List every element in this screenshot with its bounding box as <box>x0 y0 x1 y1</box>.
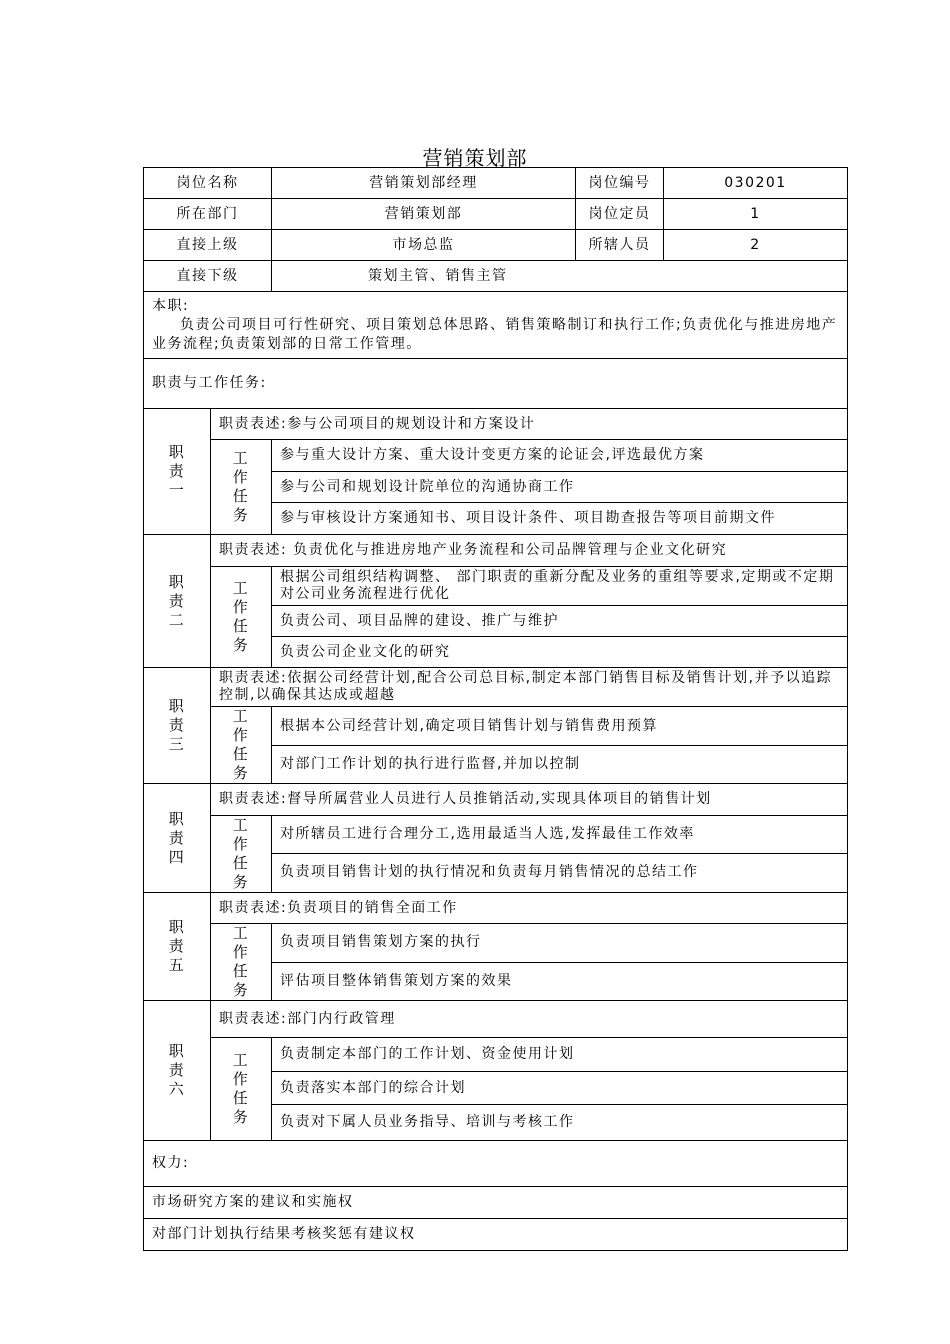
duty-2-task-3: 负责公司企业文化的研究 <box>272 637 848 668</box>
duty-5-label: 职 责 五 <box>144 893 211 1001</box>
power-row <box>144 1187 848 1219</box>
duty-2-statement: 职责表述: 负责优化与推进房地产业务流程和公司品牌管理与企业文化研究 <box>211 535 848 567</box>
duty-1-statement: 职责表述:参与公司项目的规划设计和方案设计 <box>211 409 848 440</box>
task-row <box>144 707 848 746</box>
duty-6-statement-row <box>144 1001 848 1038</box>
duty-main-text: 负责公司项目可行性研究、项目策划总体思路、销售策略制订和执行工作;负责优化与推进房地产业务流程;负责策划部的日常工作管理。 <box>152 316 838 352</box>
duty-3-statement-row <box>144 668 848 707</box>
duty-6-statement: 职责表述:部门内行政管理 <box>211 1001 848 1038</box>
duty-1-task-2: 参与公司和规划设计院单位的沟通协商工作 <box>272 472 848 503</box>
headcount-value: 1 <box>664 199 848 230</box>
duty-6-task-label: 工 作 任 务 <box>211 1038 272 1141</box>
task-row <box>144 440 848 472</box>
tasks-header: 职责与工作任务: <box>144 359 848 409</box>
power-header: 权力: <box>144 1141 848 1187</box>
duty-5-task-label: 工 作 任 务 <box>211 924 272 1001</box>
power-row <box>144 1219 848 1251</box>
duty-5-statement: 职责表述:负责项目的销售全面工作 <box>211 893 848 924</box>
power-2: 对部门计划执行结果考核奖惩有建议权 <box>144 1219 848 1251</box>
duty-3-task-2: 对部门工作计划的执行进行监督,并加以控制 <box>272 746 848 784</box>
dept-label: 所在部门 <box>144 199 272 230</box>
task-row <box>144 1038 848 1072</box>
position-code-value: 030201 <box>664 168 848 199</box>
superior-value: 市场总监 <box>272 230 576 261</box>
duty-5-task-2: 评估项目整体销售策划方案的效果 <box>272 962 848 1001</box>
info-row-4 <box>144 261 848 292</box>
duty-4-task-1: 对所辖员工进行合理分工,选用最适当人选,发挥最佳工作效率 <box>272 816 848 854</box>
duty-2-task-label: 工 作 任 务 <box>211 567 272 668</box>
duty-1-task-1: 参与重大设计方案、重大设计变更方案的论证会,评选最优方案 <box>272 440 848 472</box>
duty-3-label: 职 责 三 <box>144 668 211 784</box>
tasks-header-row <box>144 359 848 409</box>
power-header-row <box>144 1141 848 1187</box>
duty-1-label: 职 责 一 <box>144 409 211 535</box>
duty-2-task-2: 负责公司、项目品牌的建设、推广与维护 <box>272 606 848 637</box>
duty-6-task-1: 负责制定本部门的工作计划、资金使用计划 <box>272 1038 848 1072</box>
duty-1-task-3: 参与审核设计方案通知书、项目设计条件、项目勘查报告等项目前期文件 <box>272 503 848 535</box>
position-name-value: 营销策划部经理 <box>272 168 576 199</box>
duty-2-task-1: 根据公司组织结构调整、 部门职责的重新分配及业务的重组等要求,定期或不定期对公司业务流程进行优化 <box>272 567 848 606</box>
task-row <box>144 816 848 854</box>
page-title: 营销策划部 <box>422 146 528 170</box>
dept-value: 营销策划部 <box>272 199 576 230</box>
duty-3-task-label: 工 作 任 务 <box>211 707 272 784</box>
duty-1-statement-row <box>144 409 848 440</box>
duty-4-task-label: 工 作 任 务 <box>211 816 272 893</box>
duty-5-statement-row <box>144 893 848 924</box>
subordinate-label: 直接下级 <box>144 261 272 292</box>
subordinate-count-label: 所辖人员 <box>576 230 664 261</box>
duty-5-task-1: 负责项目销售策划方案的执行 <box>272 924 848 963</box>
subordinate-value: 策划主管、销售主管 <box>272 261 848 292</box>
duty-4-statement: 职责表述:督导所属营业人员进行人员推销活动,实现具体项目的销售计划 <box>211 784 848 816</box>
job-description-table <box>143 167 848 1251</box>
duty-2-label: 职 责 二 <box>144 535 211 668</box>
duty-6-task-2: 负责落实本部门的综合计划 <box>272 1072 848 1105</box>
headcount-label: 岗位定员 <box>576 199 664 230</box>
duty-6-label: 职 责 六 <box>144 1001 211 1141</box>
position-code-label: 岗位编号 <box>576 168 664 199</box>
info-row-1 <box>144 168 848 199</box>
duty-4-label: 职 责 四 <box>144 784 211 893</box>
duty-4-task-2: 负责项目销售计划的执行情况和负责每月销售情况的总结工作 <box>272 853 848 892</box>
superior-label: 直接上级 <box>144 230 272 261</box>
duty-main-row <box>144 292 848 359</box>
task-row <box>144 567 848 606</box>
duty-4-statement-row <box>144 784 848 816</box>
duty-1-task-label: 工 作 任 务 <box>211 440 272 535</box>
duty-3-statement: 职责表述:依据公司经营计划,配合公司总目标,制定本部门销售目标及销售计划,并予以追踪控制,以确保其达成或超越 <box>211 668 848 707</box>
subordinate-count-value: 2 <box>664 230 848 261</box>
power-1: 市场研究方案的建议和实施权 <box>144 1187 848 1219</box>
duty-6-task-3: 负责对下属人员业务指导、培训与考核工作 <box>272 1105 848 1141</box>
duty-2-statement-row <box>144 535 848 567</box>
duty-main-label: 本职: <box>152 297 190 314</box>
info-row-2 <box>144 199 848 230</box>
duty-3-task-1: 根据本公司经营计划,确定项目销售计划与销售费用预算 <box>272 707 848 746</box>
info-row-3 <box>144 230 848 261</box>
position-name-label: 岗位名称 <box>144 168 272 199</box>
task-row <box>144 924 848 963</box>
